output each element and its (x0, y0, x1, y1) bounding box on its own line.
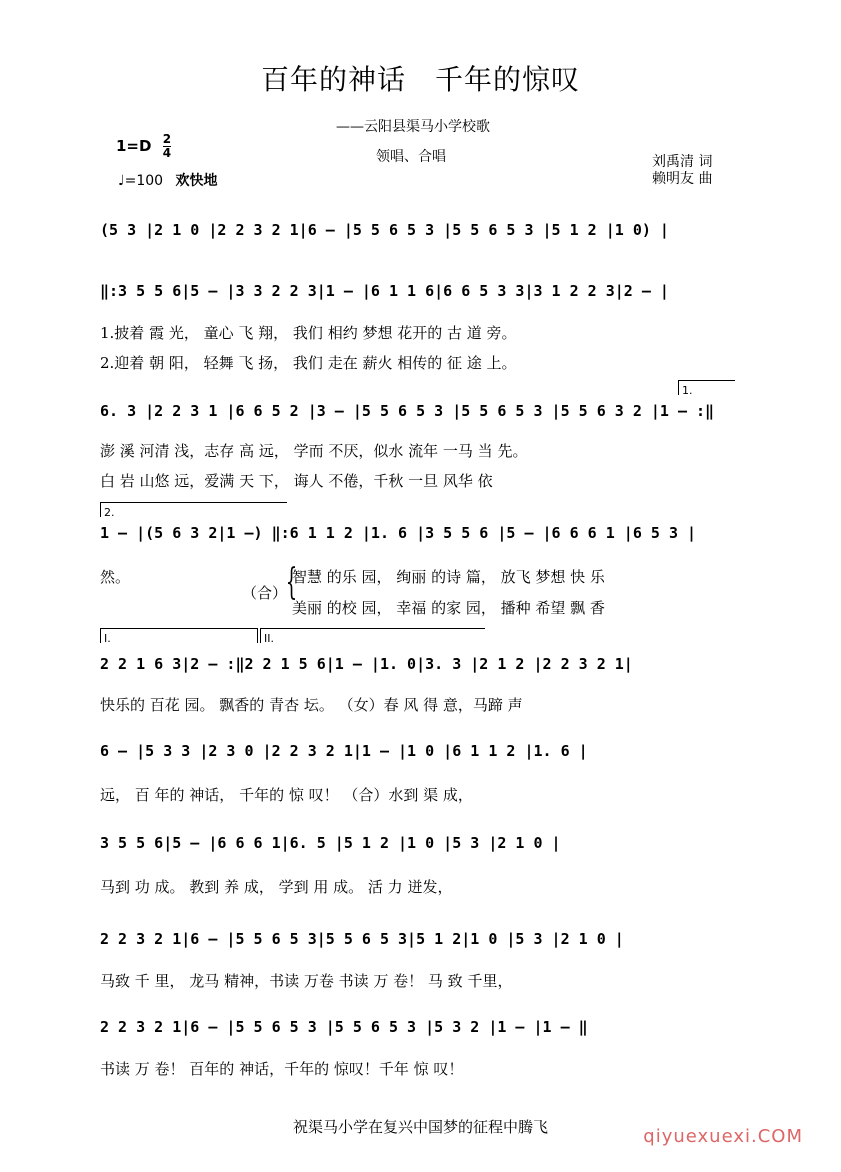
lyric-row-2-verse-2: 白 岩 山悠 远，爱满 天 下， 诲人 不倦，千秋 一旦 风华 依 (100, 472, 493, 490)
tempo-mark: 欢快地 (175, 173, 218, 189)
footer-dedication: 祝渠马小学在复兴中国梦的征程中腾飞 (292, 1118, 548, 1136)
lyric-row-6: 马到 功 成。 教到 养 成， 学到 用 成。 活 力 迸发， (100, 878, 453, 896)
key-label: 1=D (116, 137, 152, 155)
song-title: 百年的神话 千年的惊叹 (260, 63, 580, 96)
time-denominator: 4 (162, 146, 172, 160)
tempo (118, 170, 218, 190)
chorus-line-2: 美丽 的校 园， 幸福 的家 园， 播种 希望 飘 香 (292, 599, 605, 617)
lyric-row-8: 书读 万 卷！ 百年的 神话，千年的 惊叹！千年 惊 叹！ (100, 1060, 464, 1078)
notation-row-3: 1 – |(5 6 3 2|1 –) ‖:6 1 1 2 |1. 6 |3 5 5 6 |5 – |6 6 6 1 |6 5 3 | (100, 524, 697, 542)
notation-row-6: 3 5 5 6|5 – |6 6 6 1|6. 5 |5 1 2 |1 0 |5 3 |2 1 0 | (100, 834, 561, 852)
lyric-row-7: 马致 千 里， 龙马 精神，书读 万卷 书读 万 卷！ 马 致 千里， (100, 972, 513, 990)
notation-row-7: 2 2 3 2 1|6 – |5 5 6 5 3|5 5 6 5 3|5 1 2|1 0 |5 3 |2 1 0 | (100, 930, 624, 948)
lyric-row-3: 然。 (100, 568, 131, 586)
chorus-brace: { (285, 562, 298, 603)
notation-row-1: ‖:3 5 5 6|5 – |3 3 2 2 3|1 – |6 1 1 6|6 6 5 3 3|3 1 2 2 3|2 – | (100, 282, 669, 300)
lyric-row-2-verse-1: 澎 溪 河清 浅，志存 高 远， 学而 不厌，似水 流年 一马 当 先。 (100, 442, 528, 460)
repeat-bracket-1 (100, 628, 258, 643)
notation-row-4: 2 2 1 6 3|2 – :‖2 2 1 5 6|1 – |1. 0|3. 3 |2 1 2 |2 2 3 2 1| (100, 655, 633, 673)
chorus-label: （合） (242, 584, 288, 602)
ending-2-label: 2. (104, 506, 115, 519)
lyric-row-1-verse-1: 1.披着 霞 光， 童心 飞 翔， 我们 相约 梦想 花开的 古 道 旁。 (100, 324, 517, 342)
chorus-line-1: 智慧 的乐 园， 绚丽 的诗 篇， 放飞 梦想 快 乐 (292, 568, 605, 586)
notation-row-8: 2 2 3 2 1|6 – |5 5 6 5 3 |5 5 6 5 3 |5 3 2 |1 – |1 – ‖ (100, 1018, 588, 1036)
time-signature (163, 133, 171, 160)
notation-row-2: 6. 3 |2 2 3 1 |6 6 5 2 |3 – |5 5 6 5 3 |5 5 6 5 3 |5 5 6 3 2 |1 – :‖ (100, 402, 715, 420)
notation-row-5: 6 – |5 3 3 |2 3 0 |2 2 3 2 1|1 – |1 0 |6 1 1 2 |1. 6 | (100, 742, 588, 760)
time-numerator: 2 (162, 132, 172, 146)
ending-bracket-1 (678, 380, 735, 395)
lyric-row-1-verse-2: 2.迎着 朝 阳， 轻舞 飞 扬， 我们 走在 薪火 相传的 征 途 上。 (100, 354, 517, 372)
repeat-2-label: II. (264, 632, 274, 645)
watermark: qiyuexuexi.COM (643, 1126, 803, 1147)
lyric-row-4: 快乐的 百花 园。 飘香的 青杏 坛。 （女）春 风 得 意，马蹄 声 (100, 696, 523, 714)
performance-mode: 领唱、合唱 (376, 149, 446, 165)
ending-bracket-2 (100, 502, 287, 517)
notation-row-0: (5 3 |2 1 0 |2 2 3 2 1|6 – |5 5 6 5 3 |5 5 6 5 3 |5 1 2 |1 0) | (100, 221, 669, 239)
song-subtitle: ——云阳县渠马小学校歌 (336, 119, 490, 135)
lyric-row-5: 远， 百 年的 神话， 千年的 惊 叹！ （合）水到 渠 成， (100, 786, 473, 804)
composer: 赖明友 曲 (652, 171, 713, 187)
lyricist: 刘禹清 词 (652, 154, 713, 170)
repeat-1-label: I. (104, 632, 111, 645)
key-signature (116, 133, 171, 160)
tempo-value: ♩=100 (118, 173, 164, 189)
ending-1-label: 1. (682, 384, 693, 397)
repeat-bracket-2 (260, 628, 485, 643)
